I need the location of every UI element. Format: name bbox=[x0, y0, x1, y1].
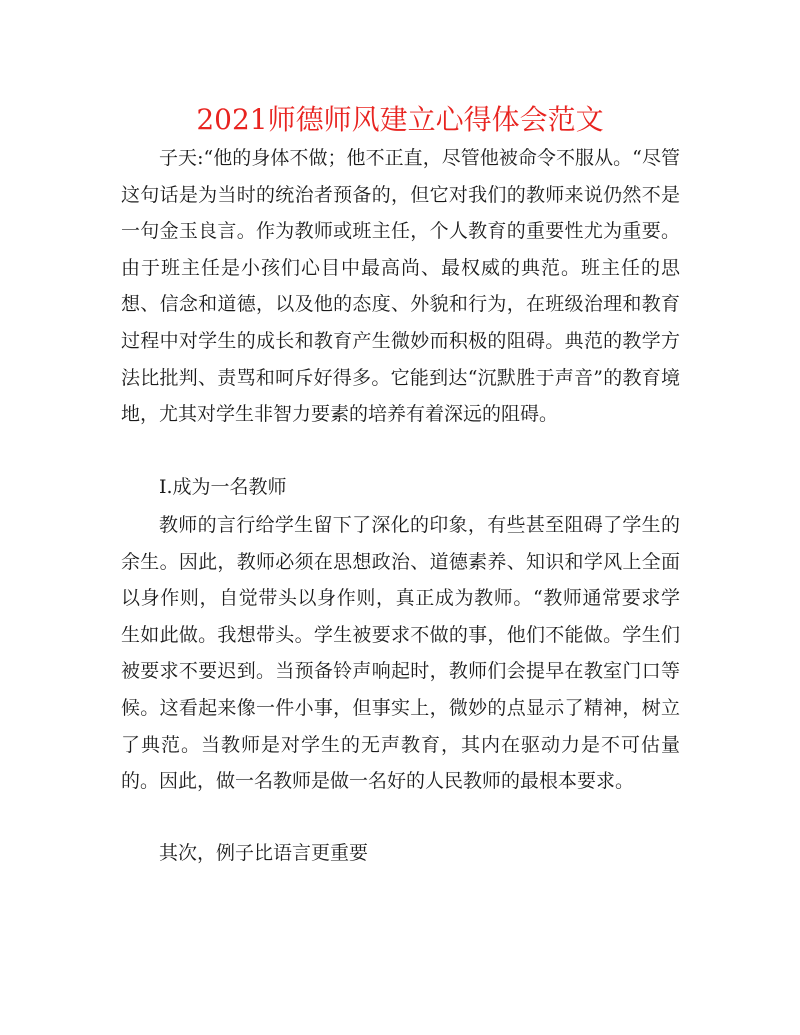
body-paragraph: 教师的言行给学生留下了深化的印象，有些甚至阻碍了学生的余生。因此，教师必须在思想政治、道德素养、知识和学风上全面以身作则，自觉带头以身作则，真正成为教师。“教师通常要求学生如此做。我想带头。学生被要求不做的事，他们不能做。学生们被要求不要迟到。当预备铃声响起时，教师们会提早在教室门口等候。这看起来像一件小事，但事实上，微妙的点显示了精神，树立了典范。当教师是对学生的无声教育，其内在驱动力是不可估量的。因此，做一名教师是做一名好的人民教师的最根本要求。 bbox=[121, 514, 680, 793]
section-heading: Ⅰ.成为一名教师 bbox=[159, 476, 287, 498]
body-paragraph: 子天:“他的身体不做；他不正直，尽管他被命令不服从。“尽管这句话是为当时的统治者预备的，但它对我们的教师来说仍然不是一句金玉良言。作为教师或班主任，个人教育的重要性尤为重要。由于班主任是小孩们心目中最高尚、最权威的典范。班主任的思想、信念和道德，以及他的态度、外貌和行为，在班级治理和教育过程中对学生的成长和教育产生微妙而积极的阻碍。典范的教学方法比批判、责骂和呵斥好得多。它能到达“沉默胜于声音”的教育境地，尤其对学生非智力要素的培养有着深远的阻碍。 bbox=[121, 147, 680, 426]
section-heading: 其次，例子比语言更重要 bbox=[159, 842, 369, 864]
document-title: 2021师德师风建立心得体会范文 bbox=[196, 103, 604, 136]
